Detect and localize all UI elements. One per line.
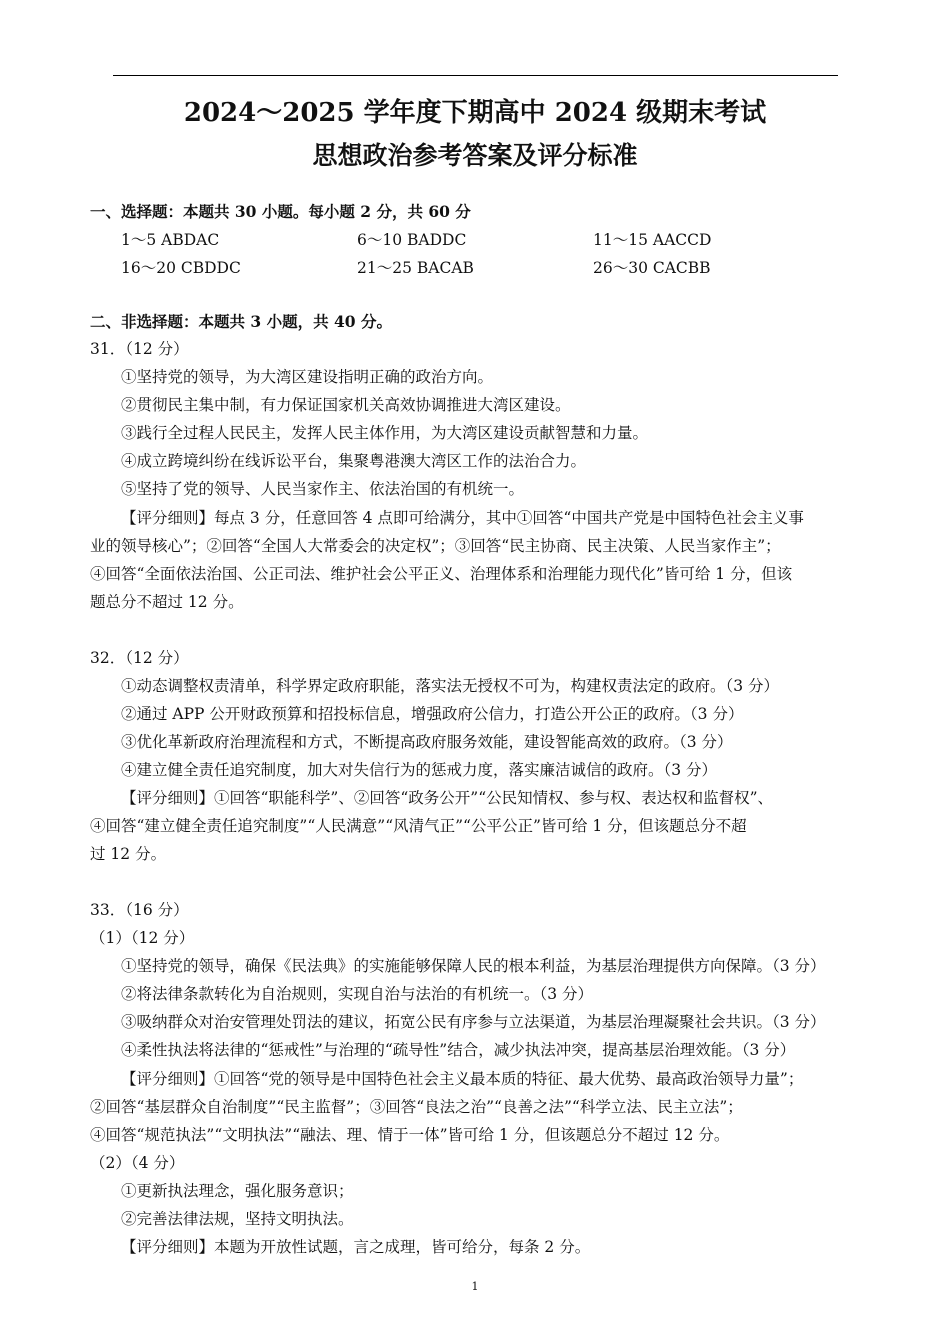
q33-sub1-point: ③吸纳群众对治安管理处罚法的建议，拓宽公民有序参与立法渠道，为基层治理凝聚社会共识。（3 分） (121, 1013, 826, 1031)
q31-point: ③践行全过程人民民主，发挥人民主体作用，为大湾区建设贡献智慧和力量。 (121, 424, 649, 442)
answer-group: 21～25 BACAB (357, 259, 474, 277)
q31-point: ①坚持党的领导，为大湾区建设指明正确的政治方向。 (121, 368, 494, 386)
q33-sub1-point: ④柔性执法将法律的“惩戒性”与治理的“疏导性”结合，减少执法冲突，提高基层治理效能。（3 分） (121, 1041, 796, 1059)
q33-sub1-rubric-line: 【评分细则】①回答“党的领导是中国特色社会主义最本质的特征、最大优势、最高政治领导力量”； (121, 1070, 804, 1088)
answer-group: 1～5 ABDAC (121, 231, 220, 249)
q33-sub2-header: （2）（4 分） (90, 1154, 185, 1172)
q32-point: ③优化革新政府治理流程和方式，不断提高政府服务效能，建设智能高效的政府。（3 分） (121, 733, 733, 751)
q33-sub1-rubric-line: ④回答“规范执法”“文明执法”“融法、理、情于一体”皆可给 1 分，但该题总分不超过 12 分。 (90, 1126, 730, 1144)
q32-rubric-line: ④回答“建立健全责任追究制度”“人民满意”“风清气正”“公平公正”皆可给 1 分，但该题总分不超 (90, 817, 747, 835)
q32-rubric-line: 过 12 分。 (90, 845, 167, 863)
q31-point: ④成立跨境纠纷在线诉讼平台，集聚粤港澳大湾区工作的法治合力。 (121, 452, 587, 470)
answer-group: 26～30 CACBB (593, 259, 711, 277)
q32-point: ②通过 APP 公开财政预算和招投标信息，增强政府公信力，打造公开公正的政府。（3 分） (121, 705, 744, 723)
q31-rubric-line: 题总分不超过 12 分。 (90, 593, 244, 611)
answer-group: 11～15 AACCD (593, 231, 712, 249)
q31-header: 31．（12 分） (90, 340, 189, 358)
q31-rubric-line: 业的领导核心”；②回答“全国人大常委会的决定权”；③回答“民主协商、民主决策、人民当家作主”； (90, 537, 781, 555)
q32-header: 32．（12 分） (90, 649, 189, 667)
page-number: 1 (471, 1280, 479, 1293)
section1-heading: 一、选择题：本题共 30 小题。每小题 2 分，共 60 分 (90, 202, 471, 221)
section2-heading: 二、非选择题：本题共 3 小题，共 40 分。 (90, 312, 392, 331)
q33-sub1-header: （1）（12 分） (90, 929, 195, 947)
answer-group: 6～10 BADDC (357, 231, 467, 249)
top-rule (113, 75, 838, 76)
q31-rubric-line: ④回答“全面依法治国、公正司法、维护社会公平正义、治理体系和治理能力现代化”皆可给 1 分，但该 (90, 565, 793, 583)
exam-subtitle: 思想政治参考答案及评分标准 (312, 141, 638, 170)
q32-point: ④建立健全责任追究制度，加大对失信行为的惩戒力度，落实廉洁诚信的政府。（3 分） (121, 761, 718, 779)
q32-point: ①动态调整权责清单，科学界定政府职能，落实法无授权不可为，构建权责法定的政府。（3 分） (121, 677, 780, 695)
q33-sub2-point: ②完善法律法规，坚持文明执法。 (121, 1210, 354, 1228)
q31-rubric-line: 【评分细则】每点 3 分，任意回答 4 点即可给满分，其中①回答“中国共产党是中国特色社会主义事 (121, 509, 804, 527)
answer-group: 16～20 CBDDC (121, 259, 241, 277)
q33-sub1-rubric-line: ②回答“基层群众自治制度”“民主监督”；③回答“良法之治”“良善之法”“科学立法、民主立法”； (90, 1098, 743, 1116)
exam-title: 2024～2025 学年度下期高中 2024 级期末考试 (183, 98, 767, 128)
q33-sub2-rubric: 【评分细则】本题为开放性试题，言之成理，皆可给分，每条 2 分。 (121, 1238, 591, 1256)
q33-sub2-point: ①更新执法理念，强化服务意识； (121, 1182, 354, 1200)
q31-point: ②贯彻民主集中制，有力保证国家机关高效协调推进大湾区建设。 (121, 396, 571, 414)
q33-sub1-point: ①坚持党的领导，确保《民法典》的实施能够保障人民的根本利益，为基层治理提供方向保障。（3 分） (121, 957, 826, 975)
q32-rubric-line: 【评分细则】①回答“职能科学”、②回答“政务公开”“公民知情权、参与权、表达权和监督权”、 (121, 789, 774, 807)
q33-sub1-point: ②将法律条款转化为自治规则，实现自治与法治的有机统一。（3 分） (121, 985, 594, 1003)
q31-point: ⑤坚持了党的领导、人民当家作主、依法治国的有机统一。 (121, 480, 525, 498)
q33-header: 33．（16 分） (90, 901, 189, 919)
